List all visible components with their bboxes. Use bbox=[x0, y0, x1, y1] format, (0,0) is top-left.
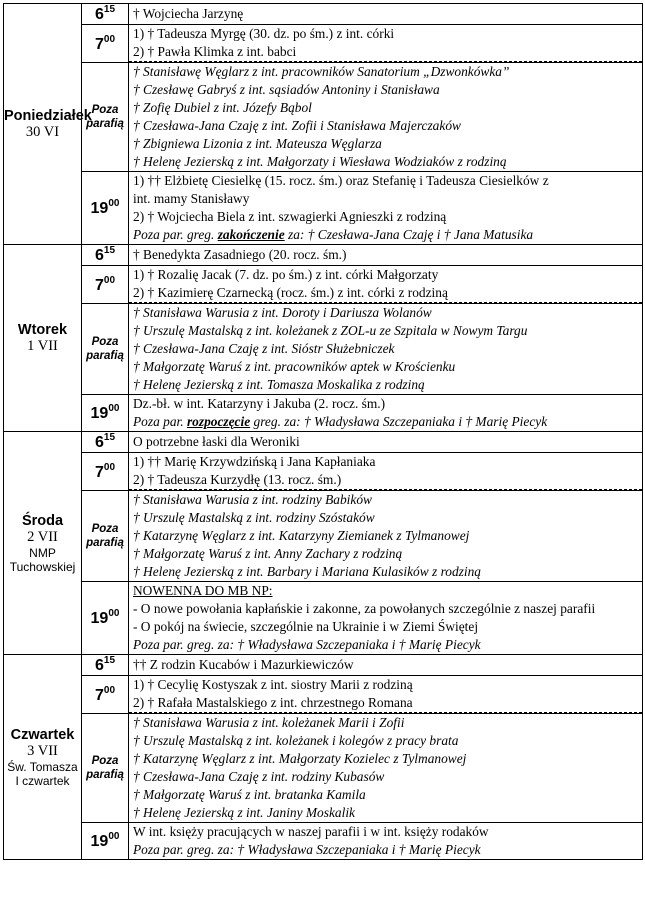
mass-time: $6^{15}$ bbox=[82, 4, 129, 25]
intention-line: † Małgorzatę Waruś z int. bratanka Kamila bbox=[133, 787, 366, 802]
day-feast: I czwartek bbox=[15, 773, 70, 788]
intentions-cell bbox=[129, 63, 643, 172]
mass-time-minutes: 00 bbox=[108, 831, 120, 842]
intention-line: † Stanisławę Węglarz z int. pracowników Sanatorium „Dzwonkówka” bbox=[133, 64, 510, 79]
schedule-row bbox=[4, 304, 643, 395]
day-cell bbox=[4, 655, 82, 860]
day-name: Czwartek bbox=[10, 726, 75, 743]
day-cell bbox=[4, 4, 92, 245]
schedule-row bbox=[4, 395, 643, 432]
mass-time-minutes: 00 bbox=[103, 684, 116, 696]
intention-line: † Czesława-Jana Czaję z int. Sióstr Służebniczek bbox=[133, 341, 395, 356]
mass-time-minutes: 15 bbox=[103, 245, 116, 256]
mass-time: $6^{15}$ bbox=[82, 655, 129, 676]
intention-line: 2) † Pawła Klimka z int. babci bbox=[129, 43, 642, 62]
schedule-row bbox=[4, 582, 643, 655]
intention-line: O potrzebne łaski dla Weroniki bbox=[133, 434, 300, 449]
intention-line: † Czesława-Jana Czaję z int. rodziny Kubasów bbox=[133, 769, 385, 784]
intention-line: 1) †† Marię Krzywdzińską i Jana Kapłaniaka bbox=[133, 454, 376, 469]
mass-time-minutes: 00 bbox=[103, 274, 116, 286]
schedule-row bbox=[4, 714, 643, 823]
gregorian-line: Poza par. greg. zakończenie za: † Czesława-Jana Czaję i † Jana Matusika bbox=[133, 227, 534, 242]
intention-line: † Wojciecha Jarzynę bbox=[133, 6, 244, 21]
intention-line: W int. księży pracujących w naszej parafii i w int. księży rodaków bbox=[133, 824, 489, 839]
day-cell bbox=[4, 432, 82, 655]
day-name: Wtorek bbox=[17, 321, 68, 338]
day-feast: NMP bbox=[29, 545, 56, 560]
intentions-cell bbox=[129, 453, 643, 491]
schedule-row bbox=[4, 453, 643, 491]
intention-line: † Urszulę Mastalską z int. koleżanek i kolegów z pracy brata bbox=[133, 733, 459, 748]
day-cell bbox=[4, 245, 82, 432]
schedule-row bbox=[4, 266, 643, 304]
intention-line: 1) † Tadeusza Myrgę (30. dz. po śm.) z int. córki bbox=[133, 26, 395, 41]
intentions-cell bbox=[129, 304, 643, 395]
intention-line: 1) †† Elżbietę Ciesielkę (15. rocz. śm.) oraz Stefanię i Tadeusza Ciesielków z bbox=[133, 173, 549, 188]
day-name: Poniedziałek bbox=[4, 107, 92, 124]
day-date: 2 VII bbox=[27, 528, 58, 545]
mass-time: $7^{00}$ bbox=[82, 453, 129, 491]
poza-parafia-label: Poza parafią bbox=[82, 304, 129, 395]
mass-time: $7^{00}$ bbox=[82, 25, 129, 63]
gregorian-line: Poza par. rozpoczęcie greg. za: † Władysława Szczepaniaka i † Marię Piecyk bbox=[133, 414, 548, 429]
schedule-row bbox=[4, 63, 643, 172]
gregorian-line: Poza par. greg. za: † Władysława Szczepaniaka i † Marię Piecyk bbox=[133, 637, 481, 652]
schedule-row bbox=[4, 432, 643, 453]
intention-line: 2) † Rafała Mastalskiego z int. chrzestnego Romana bbox=[129, 694, 642, 713]
schedule-row bbox=[4, 4, 643, 25]
schedule-body bbox=[4, 4, 643, 860]
mass-time-minutes: 00 bbox=[108, 403, 120, 414]
intention-line: † Stanisława Warusia z int. koleżanek Marii i Zofii bbox=[133, 715, 405, 730]
schedule-row bbox=[4, 676, 643, 714]
mass-time: $6^{15}$ bbox=[82, 432, 129, 453]
mass-time-minutes: 00 bbox=[108, 198, 120, 209]
intention-heading: NOWENNA DO MB NP: bbox=[133, 583, 273, 598]
day-date: 1 VII bbox=[27, 337, 58, 354]
mass-time-minutes: 00 bbox=[103, 33, 116, 45]
poza-parafia-label: Poza parafią bbox=[82, 714, 129, 823]
intention-line: † Małgorzatę Waruś z int. pracowników aptek w Krościenku bbox=[133, 359, 456, 374]
intention-line: † Stanisława Warusia z int. Doroty i Dariusza Wolanów bbox=[133, 305, 432, 320]
intentions-cell bbox=[129, 676, 643, 714]
intention-line: 1) † Cecylię Kostyszak z int. siostry Marii z rodziną bbox=[133, 677, 413, 692]
gregorian-line: Poza par. greg. za: † Władysława Szczepaniaka i † Marię Piecyk bbox=[133, 842, 481, 857]
mass-time-minutes: 15 bbox=[103, 4, 116, 15]
mass-schedule-table bbox=[3, 3, 643, 860]
intentions-cell bbox=[129, 432, 643, 453]
intention-line: 2) † Tadeusza Kurzydłę (13. rocz. śm.) bbox=[129, 471, 642, 490]
mass-time: $19^{00}$ bbox=[82, 395, 129, 432]
intentions-cell bbox=[129, 25, 643, 63]
mass-time: $7^{00}$ bbox=[82, 676, 129, 714]
intention-line: 2) † Kazimierę Czarnecką (rocz. śm.) z int. córki z rodziną bbox=[129, 284, 642, 303]
intentions-cell bbox=[129, 266, 643, 304]
mass-time: $6^{15}$ bbox=[82, 245, 129, 266]
poza-parafia-label: Poza parafią bbox=[82, 63, 129, 172]
intention-line: † Czesławę Gabryś z int. sąsiadów Antoniny i Stanisława bbox=[133, 82, 440, 97]
intentions-cell bbox=[129, 714, 643, 823]
intention-line: † Helenę Jezierską z int. Tomasza Moskalika z rodziną bbox=[133, 377, 425, 392]
mass-time: $19^{00}$ bbox=[82, 823, 129, 860]
intention-line: † Urszulę Mastalską z int. rodziny Szóstaków bbox=[133, 510, 375, 525]
intentions-cell bbox=[129, 172, 643, 245]
day-date: 3 VII bbox=[27, 742, 58, 759]
intention-line: 2) † Wojciecha Biela z int. szwagierki Agnieszki z rodziną bbox=[133, 209, 447, 224]
day-date: 30 VI bbox=[25, 123, 60, 140]
schedule-row bbox=[4, 491, 643, 582]
intention-line: † Stanisława Warusia z int. rodziny Babików bbox=[133, 492, 372, 507]
intention-line: † Katarzynę Węglarz z int. Katarzyny Ziemianek z Tylmanowej bbox=[133, 528, 470, 543]
intention-line: † Katarzynę Węglarz z int. Małgorzaty Kozielec z Tylmanowej bbox=[133, 751, 467, 766]
intentions-cell bbox=[129, 582, 643, 655]
mass-time-minutes: 00 bbox=[108, 608, 120, 619]
intention-line: int. mamy Stanisławy bbox=[133, 191, 250, 206]
intention-line: † Helenę Jezierską z int. Małgorzaty i Wiesława Wodziaków z rodziną bbox=[133, 154, 507, 169]
intention-line: † Benedykta Zasadniego (20. rocz. śm.) bbox=[133, 247, 347, 262]
intention-line: † Czesława-Jana Czaję z int. Zofii i Stanisława Majerczaków bbox=[133, 118, 461, 133]
intention-line: † Małgorzatę Waruś z int. Anny Zachary z rodziną bbox=[133, 546, 403, 561]
day-feast: Św. Tomasza bbox=[7, 759, 78, 774]
day-name: Środa bbox=[21, 512, 64, 529]
intentions-cell bbox=[129, 4, 643, 25]
intention-line: † Urszulę Mastalską z int. koleżanek z ZOL-u ze Szpitala w Nowym Targu bbox=[133, 323, 528, 338]
day-feast: Tuchowskiej bbox=[9, 559, 76, 574]
intention-line: - O pokój na świecie, szczególnie na Ukrainie i w Ziemi Świętej bbox=[133, 619, 479, 634]
intentions-cell bbox=[129, 395, 643, 432]
mass-time-minutes: 15 bbox=[103, 655, 116, 666]
gregorian-status: zakończenie bbox=[217, 227, 285, 242]
intentions-cell bbox=[129, 823, 643, 860]
schedule-row bbox=[4, 823, 643, 860]
intention-line: Dz.-bł. w int. Katarzyny i Jakuba (2. rocz. śm.) bbox=[133, 396, 386, 411]
schedule-row bbox=[4, 172, 643, 245]
intentions-cell bbox=[129, 491, 643, 582]
intention-line: † Zbigniewa Lizonia z int. Mateusza Węglarza bbox=[133, 136, 382, 151]
mass-time-minutes: 15 bbox=[103, 432, 116, 443]
schedule-row bbox=[4, 655, 643, 676]
intention-line: † Helenę Jezierską z int. Janiny Moskalik bbox=[133, 805, 355, 820]
schedule-row bbox=[4, 25, 643, 63]
intention-line: †† Z rodzin Kucabów i Mazurkiewiczów bbox=[133, 657, 354, 672]
schedule-row bbox=[4, 245, 643, 266]
intention-line: † Helenę Jezierską z int. Barbary i Mariana Kulasików z rodziną bbox=[133, 564, 482, 579]
mass-time: $19^{00}$ bbox=[82, 582, 129, 655]
poza-parafia-label: Poza parafią bbox=[82, 491, 129, 582]
mass-time: $19^{00}$ bbox=[82, 172, 129, 245]
mass-time: $7^{00}$ bbox=[82, 266, 129, 304]
intention-line: † Zofię Dubiel z int. Józefy Bąbol bbox=[133, 100, 312, 115]
intention-line: 1) † Rozalię Jacak (7. dz. po śm.) z int. córki Małgorzaty bbox=[133, 267, 439, 282]
gregorian-status: rozpoczęcie bbox=[186, 414, 251, 429]
mass-time-minutes: 00 bbox=[103, 461, 116, 473]
intention-line: - O nowe powołania kapłańskie i zakonne, za powołanych szczególnie z naszej parafii bbox=[133, 601, 596, 616]
intentions-cell bbox=[129, 245, 643, 266]
intentions-cell bbox=[129, 655, 643, 676]
